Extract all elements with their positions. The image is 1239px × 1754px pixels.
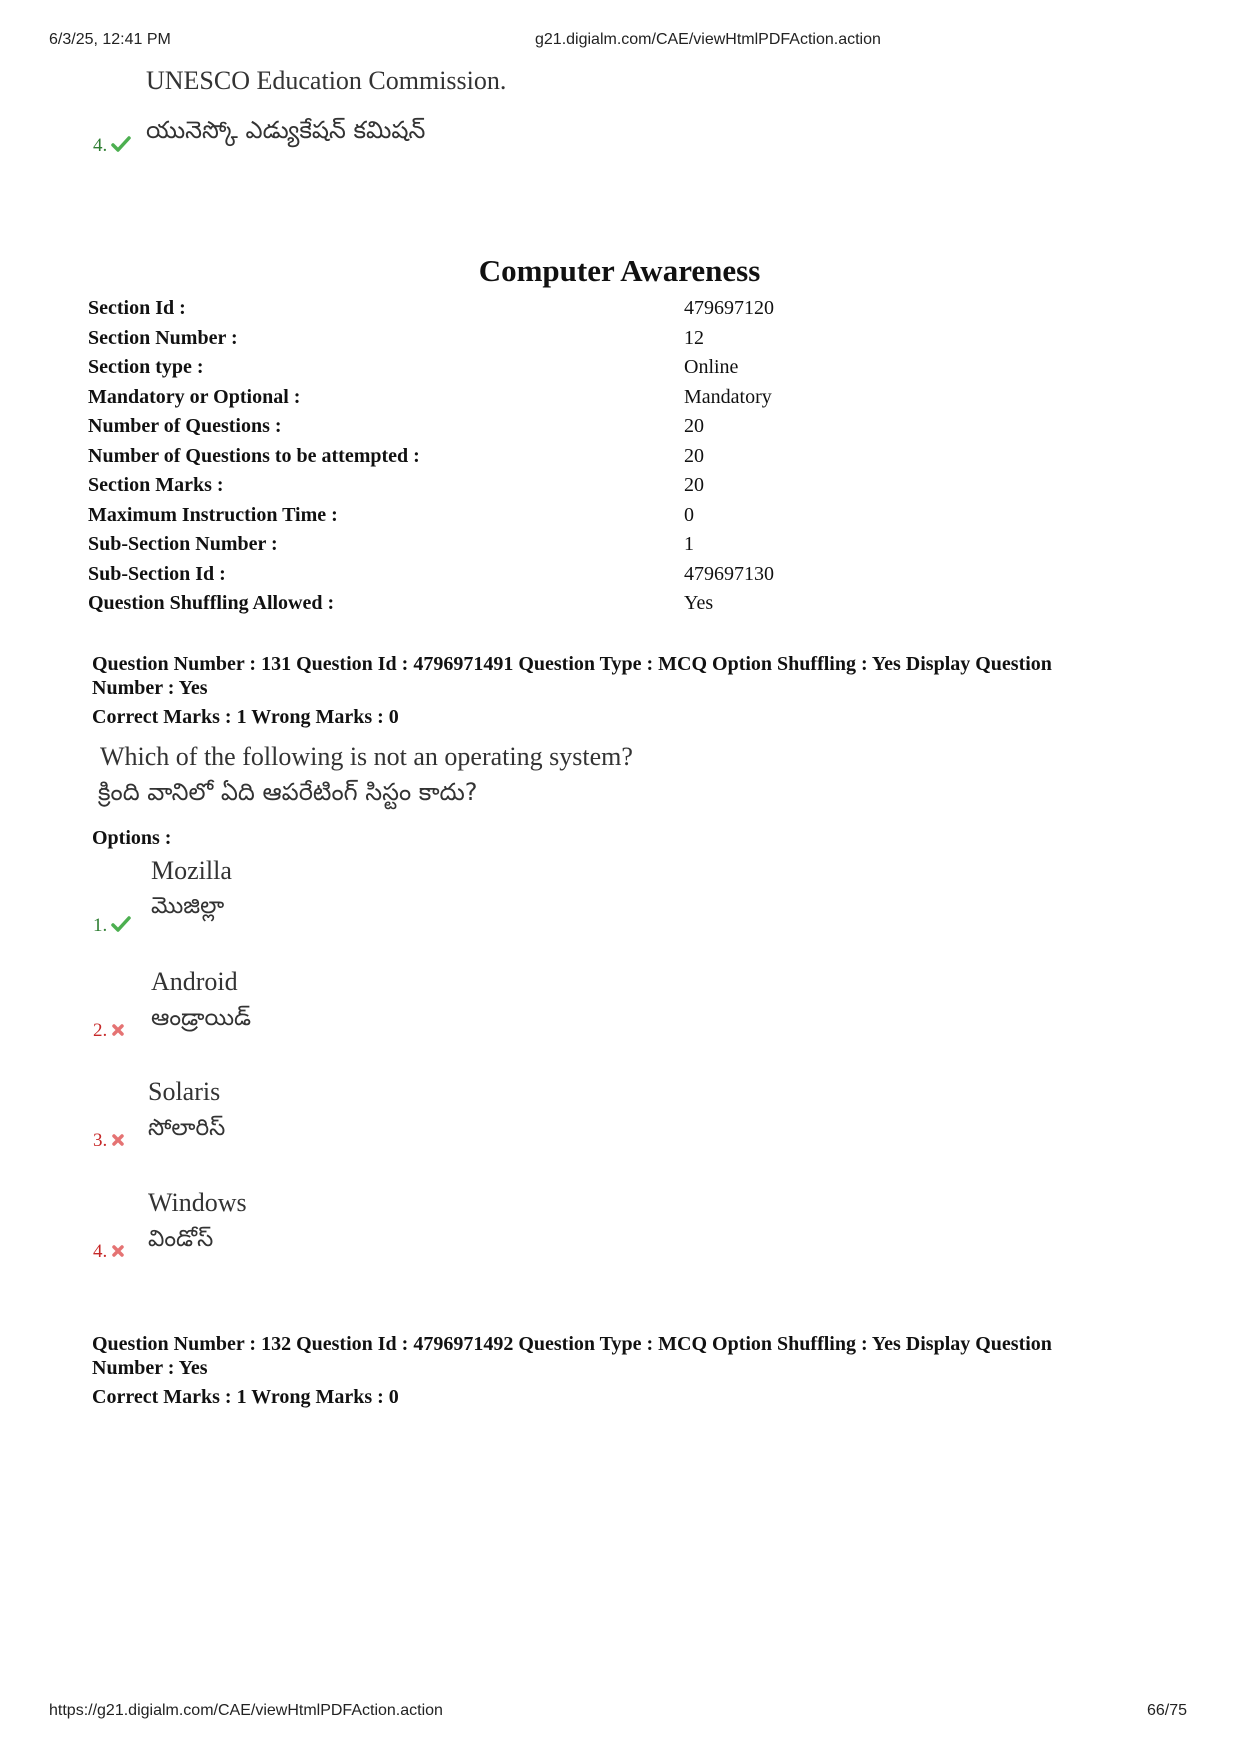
option-number: 1. [93,915,108,936]
q131-text-te: క్రింది వానిలో ఏది ఆపరేటింగ్ సిస్టం కాదు? [98,778,478,806]
cross-icon [111,1242,125,1264]
q131-text-en: Which of the following is not an operating system? [100,742,633,771]
print-datetime: 6/3/25, 12:41 PM [49,31,171,48]
print-url: g21.digialm.com/CAE/viewHtmlPDFAction.action [535,31,881,48]
q131-meta-line2: Number : Yes [92,677,208,699]
section-info-row [88,501,774,531]
section-info-label: Section Marks : [88,474,224,496]
option-4-marker [93,1241,125,1264]
check-icon [111,916,131,938]
prev-option-text-te: యునెస్కో ఎడ్యుకేషన్ కమిషన్ [146,116,426,144]
section-info-value: 479697120 [684,297,774,319]
q132-meta [92,1332,1152,1380]
section-info-value: Online [684,356,739,378]
section-info-label: Sub-Section Number : [88,533,278,555]
option-1-marker [93,915,131,938]
q131-meta [92,652,1152,700]
option-3-text-en: Solaris [148,1077,221,1106]
option-number: 3. [93,1130,108,1151]
option-1-text-en: Mozilla [151,856,232,885]
option-2-text-en: Android [151,967,238,996]
section-info-label: Section type : [88,356,204,378]
prev-option-text-en: UNESCO Education Commission. [146,66,507,95]
prev-option-number [93,135,131,158]
q132-meta-line2: Number : Yes [92,1357,208,1379]
section-info-label: Number of Questions to be attempted : [88,444,420,467]
option-number: 2. [93,1020,108,1041]
section-info-value: 1 [684,533,694,555]
option-2-text-te: ఆండ్రాయిడ్ [151,1005,252,1031]
section-info-value: 20 [684,415,704,437]
q131-meta-line1: Question Number : 131 Question Id : 4796971491 Question Type : MCQ Option Shuffling : Yes Display Question [92,653,1052,675]
page-number: 66/75 [1147,1702,1188,1719]
option-number: 4. [93,135,108,156]
q131-options-label: Options : [92,827,172,849]
option-number: 4. [93,1241,108,1262]
cross-icon [111,1021,125,1043]
q132-meta-line1: Question Number : 132 Question Id : 4796971492 Question Type : MCQ Option Shuffling : Yes Display Question [92,1333,1052,1355]
check-icon [111,136,131,158]
option-3-marker [93,1130,125,1153]
section-title: Computer Awareness [478,253,761,288]
section-info-row [88,530,774,560]
option-4-text-te: విండోస్ [148,1226,214,1252]
section-info-value: 479697130 [684,562,774,585]
section-info-value: Mandatory [684,385,772,408]
section-info-label: Sub-Section Id : [88,562,226,585]
option-1-text-te: మొజిల్లా [151,893,225,919]
section-info-label: Section Id : [88,297,186,319]
cross-icon [111,1131,125,1153]
option-4-text-en: Windows [148,1188,247,1217]
section-info-row [88,589,774,619]
section-info-row [88,383,774,413]
section-info-row [88,442,774,472]
q131-marks: Correct Marks : 1 Wrong Marks : 0 [92,706,399,728]
section-info-label: Maximum Instruction Time : [88,503,338,526]
section-info-value: 20 [684,474,704,496]
section-info-row [88,412,774,442]
footer-url: https://g21.digialm.com/CAE/viewHtmlPDFAction.action [49,1702,443,1719]
section-info-label: Question Shuffling Allowed : [88,592,335,614]
section-info-row [88,294,774,324]
option-2-marker [93,1020,125,1043]
section-info-label: Number of Questions : [88,415,282,437]
section-info-label: Section Number : [88,326,238,349]
q132-marks: Correct Marks : 1 Wrong Marks : 0 [92,1386,399,1408]
section-info-value: Yes [684,592,714,614]
option-3-text-te: సోలారిస్ [148,1115,226,1141]
section-info-row [88,560,774,590]
section-info-value: 0 [684,503,694,526]
section-info-label: Mandatory or Optional : [88,385,301,408]
section-info-row [88,353,774,383]
section-info-row [88,324,774,354]
section-info-value: 20 [684,444,704,467]
section-info-row [88,471,774,501]
section-info-value: 12 [684,326,704,349]
section-info-table [88,294,774,619]
